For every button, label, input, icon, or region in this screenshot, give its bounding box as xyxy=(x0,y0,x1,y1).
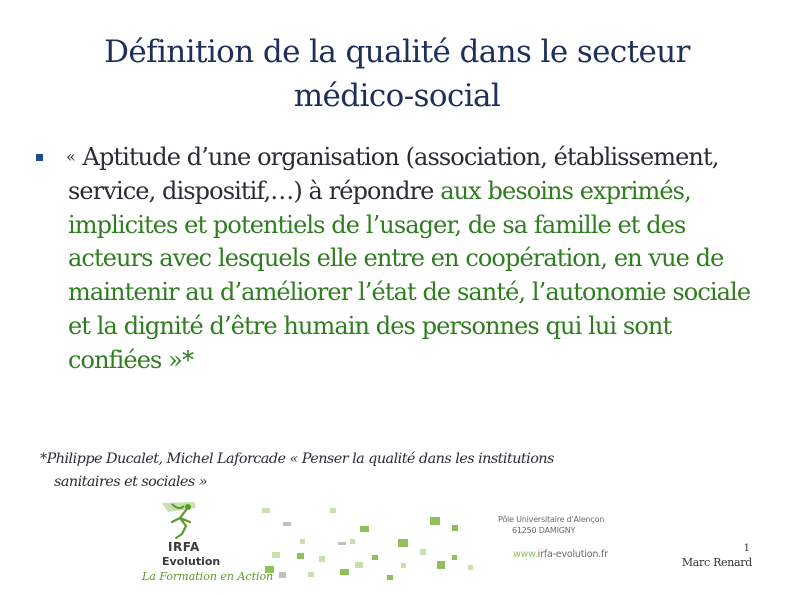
footer xyxy=(0,495,794,595)
decor-square xyxy=(387,575,393,580)
citation xyxy=(40,448,760,494)
decor-square xyxy=(262,508,270,513)
decor-square xyxy=(308,572,314,577)
opening-quote: « xyxy=(66,147,76,166)
decor-square xyxy=(319,556,325,562)
decor-square xyxy=(452,525,458,531)
irfa-logo xyxy=(138,498,274,588)
website-link[interactable] xyxy=(513,549,608,560)
pole-name: Pôle Universitaire d'Alençon xyxy=(498,515,605,524)
logo-tagline: La Formation en Action xyxy=(142,570,274,583)
square-bullet-icon xyxy=(36,154,43,161)
definition-part-2-highlight: aux besoins exprimés, implicites et potentiels de l’usager, de sa famille et des acteurs avec lesquels elle entre en coopération, xyxy=(68,176,691,273)
title-line-1: Définition de la qualité dans le secteur xyxy=(104,34,690,70)
decor-square xyxy=(283,522,291,526)
decor-square xyxy=(355,562,363,568)
decor-square xyxy=(272,552,280,558)
decor-square xyxy=(330,508,336,513)
decor-square xyxy=(350,539,355,544)
decor-square xyxy=(401,563,406,568)
decor-square xyxy=(297,553,304,559)
logo-subtitle: Evolution xyxy=(162,555,221,568)
decorative-squares xyxy=(0,495,794,595)
decor-square xyxy=(430,517,440,525)
pole-universitaire-address xyxy=(498,514,604,536)
decor-square xyxy=(420,549,426,555)
logo-name: IRFA xyxy=(168,540,200,554)
citation-line-1: *Philippe Ducalet, Michel Laforcade « Penser la qualité dans les institutions xyxy=(40,451,554,467)
decor-square xyxy=(279,572,286,578)
decor-square xyxy=(360,526,369,532)
decor-square xyxy=(468,565,473,570)
definition-text xyxy=(68,140,768,378)
decor-square xyxy=(300,539,305,544)
decor-square xyxy=(398,539,408,547)
decor-square xyxy=(340,569,349,575)
website-prefix: www. xyxy=(513,549,538,560)
pole-city: 61250 DAMIGNY xyxy=(512,526,576,535)
website-domain: irfa-evolution.fr xyxy=(537,549,608,560)
decor-square xyxy=(437,561,445,569)
citation-line-2: sanitaires et sociales » xyxy=(54,474,208,490)
decor-square xyxy=(452,555,457,560)
title-line-2: médico-social xyxy=(293,78,501,114)
author-name: Marc Renard xyxy=(681,556,752,569)
definition-part-1: Aptitude d’une organisation (association, établissement, service, dispositif,…) à répondre xyxy=(68,143,719,205)
decor-square xyxy=(372,555,378,560)
decor-square xyxy=(338,542,346,545)
slide-title xyxy=(20,30,774,118)
page-number: 1 xyxy=(743,543,750,554)
runner-icon xyxy=(142,498,252,543)
definition-part-3-highlight: en vue de maintenir au d’améliorer l’état de santé, l’autonomie sociale et la dignité d’être humain des personnes qui lui sont confiées »* xyxy=(68,244,751,374)
